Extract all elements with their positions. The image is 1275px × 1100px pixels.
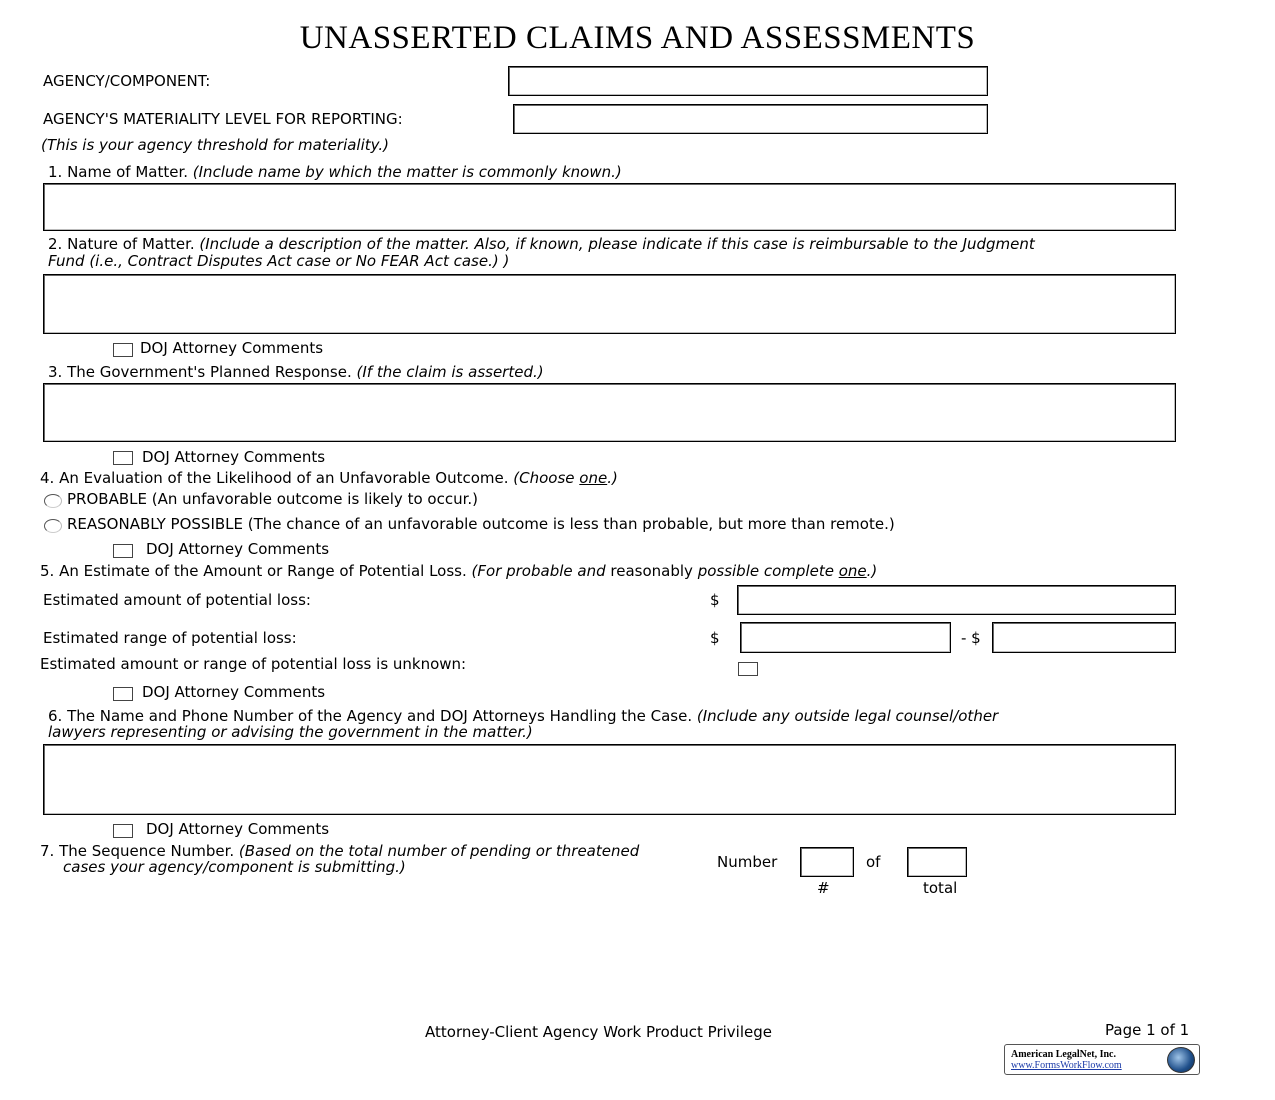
q6-doj-label: DOJ Attorney Comments [146, 820, 330, 838]
est-range-separator: - $ [961, 629, 981, 647]
hash-label: # [817, 879, 830, 897]
of-label: of [866, 853, 881, 871]
q5-label: 5. An Estimate of the Amount or Range of Potential Loss. (For probable and reasonably possible complete one.) [40, 562, 878, 580]
page-number: Page 1 of 1 [1105, 1021, 1190, 1039]
q4-doj-checkbox[interactable] [113, 544, 133, 558]
q3-label: 3. The Government's Planned Response. (If the claim is asserted.) [48, 363, 544, 381]
q7-note-cont: cases your agency/component is submitting.) [63, 858, 406, 876]
q5-doj-label: DOJ Attorney Comments [142, 683, 326, 701]
sequence-number-input[interactable] [800, 847, 854, 877]
q4-label: 4. An Evaluation of the Likelihood of an Unfavorable Outcome. (Choose one.) [40, 469, 618, 487]
q2-input[interactable] [43, 274, 1176, 334]
q3-doj-checkbox[interactable] [113, 451, 133, 465]
est-amount-input[interactable] [737, 585, 1176, 615]
globe-icon [1167, 1047, 1195, 1073]
est-unknown-checkbox[interactable] [738, 662, 758, 676]
q3-input[interactable] [43, 383, 1176, 442]
q2-label: 2. Nature of Matter. (Include a description of the matter. Also, if known, please indicate if this case is reimbursable to the Judgment [48, 235, 1035, 253]
q4-doj-label: DOJ Attorney Comments [146, 540, 330, 558]
probable-radio[interactable] [44, 494, 62, 508]
materiality-label: AGENCY'S MATERIALITY LEVEL FOR REPORTING: [43, 110, 403, 128]
q2-doj-label: DOJ Attorney Comments [140, 339, 324, 357]
q1-input[interactable] [43, 183, 1176, 231]
q6-doj-checkbox[interactable] [113, 824, 133, 838]
sequence-total-input[interactable] [907, 847, 967, 877]
probable-label: PROBABLE (An unfavorable outcome is likely to occur.) [67, 490, 478, 508]
agency-label: AGENCY/COMPONENT: [43, 72, 211, 90]
american-legalnet-logo[interactable] [1004, 1044, 1200, 1075]
est-amount-dollar: $ [710, 591, 720, 609]
reasonably-possible-label: REASONABLY POSSIBLE (The chance of an unfavorable outcome is less than probable, but more than remote.) [67, 515, 895, 533]
q2-note-cont: Fund (i.e., Contract Disputes Act case or No FEAR Act case.) ) [48, 252, 510, 270]
est-unknown-label: Estimated amount or range of potential loss is unknown: [40, 655, 467, 673]
total-label: total [923, 879, 958, 897]
number-label: Number [717, 853, 778, 871]
q6-note-cont: lawyers representing or advising the government in the matter.) [48, 723, 533, 741]
form-title: UNASSERTED CLAIMS AND ASSESSMENTS [299, 20, 976, 56]
logo-url-link[interactable]: www.FormsWorkFlow.com [1011, 1060, 1122, 1071]
est-range-dollar: $ [710, 629, 720, 647]
q3-doj-label: DOJ Attorney Comments [142, 448, 326, 466]
q6-label: 6. The Name and Phone Number of the Agency and DOJ Attorneys Handling the Case. (Include any outside legal counsel/other [48, 707, 999, 725]
est-amount-label: Estimated amount of potential loss: [43, 591, 311, 609]
est-range-max-input[interactable] [992, 622, 1176, 653]
reasonably-possible-radio[interactable] [44, 519, 62, 533]
q5-doj-checkbox[interactable] [113, 687, 133, 701]
logo-company-name: American LegalNet, Inc. [1011, 1049, 1116, 1060]
est-range-label: Estimated range of potential loss: [43, 629, 297, 647]
footer-privilege: Attorney-Client Agency Work Product Privilege [425, 1023, 772, 1041]
agency-input[interactable] [508, 66, 988, 96]
q1-label: 1. Name of Matter. (Include name by which the matter is commonly known.) [48, 163, 622, 181]
materiality-note: (This is your agency threshold for materiality.) [41, 136, 389, 154]
q6-input[interactable] [43, 744, 1176, 815]
q2-doj-checkbox[interactable] [113, 343, 133, 357]
q7-label: 7. The Sequence Number. (Based on the total number of pending or threatened [40, 842, 640, 860]
est-range-min-input[interactable] [740, 622, 951, 653]
materiality-input[interactable] [513, 104, 988, 134]
